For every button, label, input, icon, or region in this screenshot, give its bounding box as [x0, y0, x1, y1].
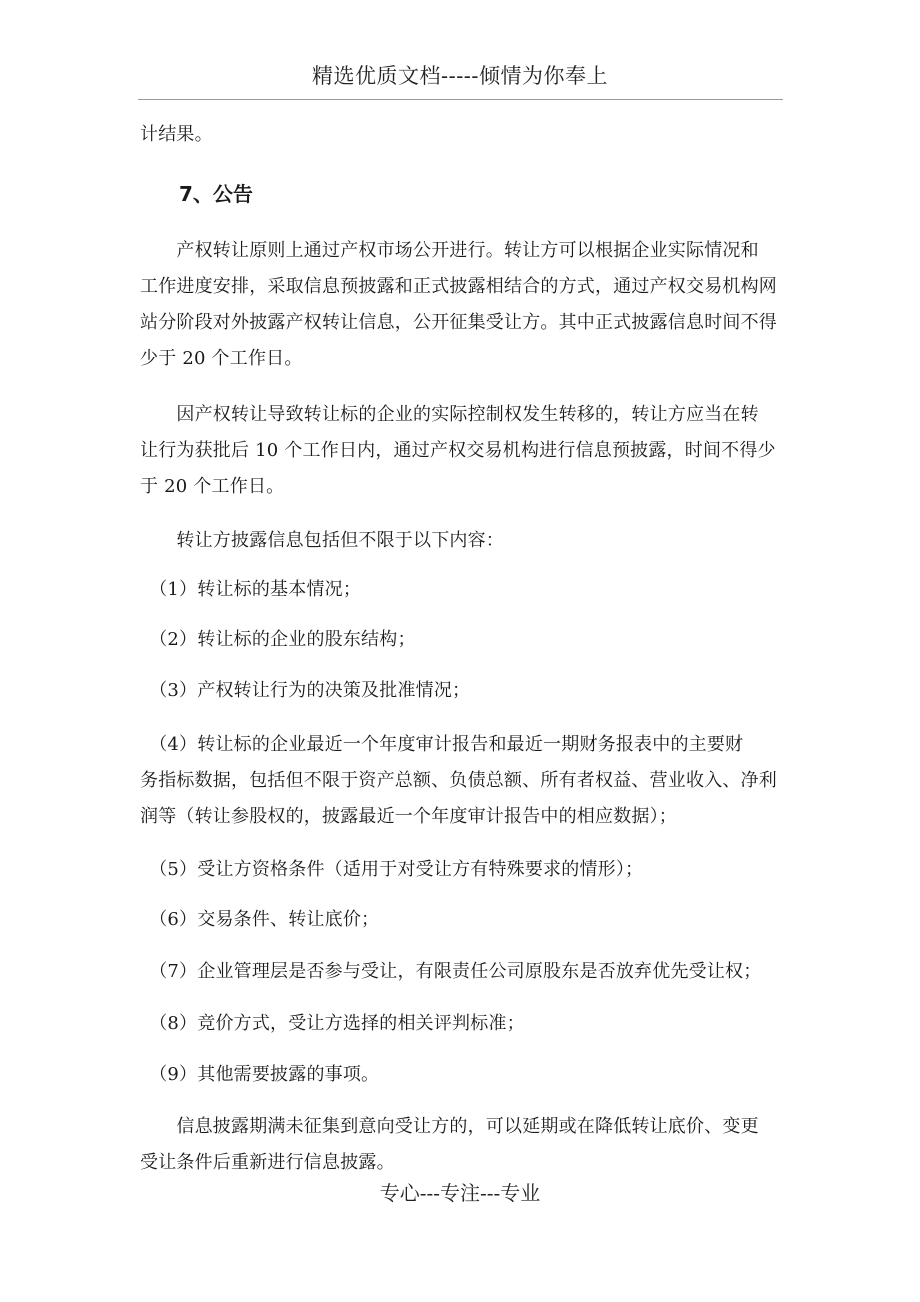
- list-item: （8）竞价方式，受让方选择的相关评判标准；: [140, 1013, 525, 1034]
- list-item: （6）交易条件、转让底价；: [140, 909, 380, 930]
- list-item: （2）转让标的企业的股东结构；: [140, 629, 416, 650]
- list-item: （3）产权转让行为的决策及批准情况；: [140, 680, 471, 701]
- section-heading: 7、公告: [179, 182, 253, 206]
- list-item: （9）其他需要披露的事项。: [140, 1064, 380, 1085]
- list-item: （7）企业管理层是否参与受让，有限责任公司原股东是否放弃优先受让权；: [140, 961, 762, 982]
- text-line: 于 20 个工作日。: [140, 476, 285, 497]
- list-item: （1）转让标的基本情况；: [140, 579, 362, 600]
- page-footer: 专心---专注---专业: [379, 1181, 541, 1205]
- text-line: 信息披露期满未征集到意向受让方的，可以延期或在降低转让底价、变更: [140, 1116, 759, 1137]
- text-line: 务指标数据，包括但不限于资产总额、负债总额、所有者权益、营业收入、净利: [140, 770, 777, 791]
- text-line: 受让条件后重新进行信息披露。: [140, 1152, 395, 1173]
- text-line: 工作进度安排，采取信息预披露和正式披露相结合的方式，通过产权交易机构网: [140, 276, 777, 297]
- text-line: 少于 20 个工作日。: [140, 348, 303, 369]
- text-line: 站分阶段对外披露产权转让信息，公开征集受让方。其中正式披露信息时间不得: [140, 312, 777, 333]
- text-line: 转让方披露信息包括但不限于以下内容：: [140, 530, 504, 551]
- text-line: 产权转让原则上通过产权市场公开进行。转让方可以根据企业实际情况和: [140, 240, 759, 261]
- list-item: （4）转让标的企业最近一个年度审计报告和最近一期财务报表中的主要财: [140, 734, 744, 755]
- list-item: （5）受让方资格条件（适用于对受让方有特殊要求的情形）；: [140, 859, 644, 880]
- text-line: 因产权转让导致转让标的企业的实际控制权发生转移的，转让方应当在转: [140, 404, 759, 425]
- text-line: 计结果。: [140, 124, 213, 145]
- header-divider: [138, 99, 783, 100]
- page-header: 精选优质文档-----倾情为你奉上: [312, 64, 608, 88]
- text-line: 润等（转让参股权的，披露最近一个年度审计报告中的相应数据）；: [140, 806, 677, 827]
- text-line: 让行为获批后 10 个工作日内，通过产权交易机构进行信息预披露，时间不得少: [140, 440, 776, 461]
